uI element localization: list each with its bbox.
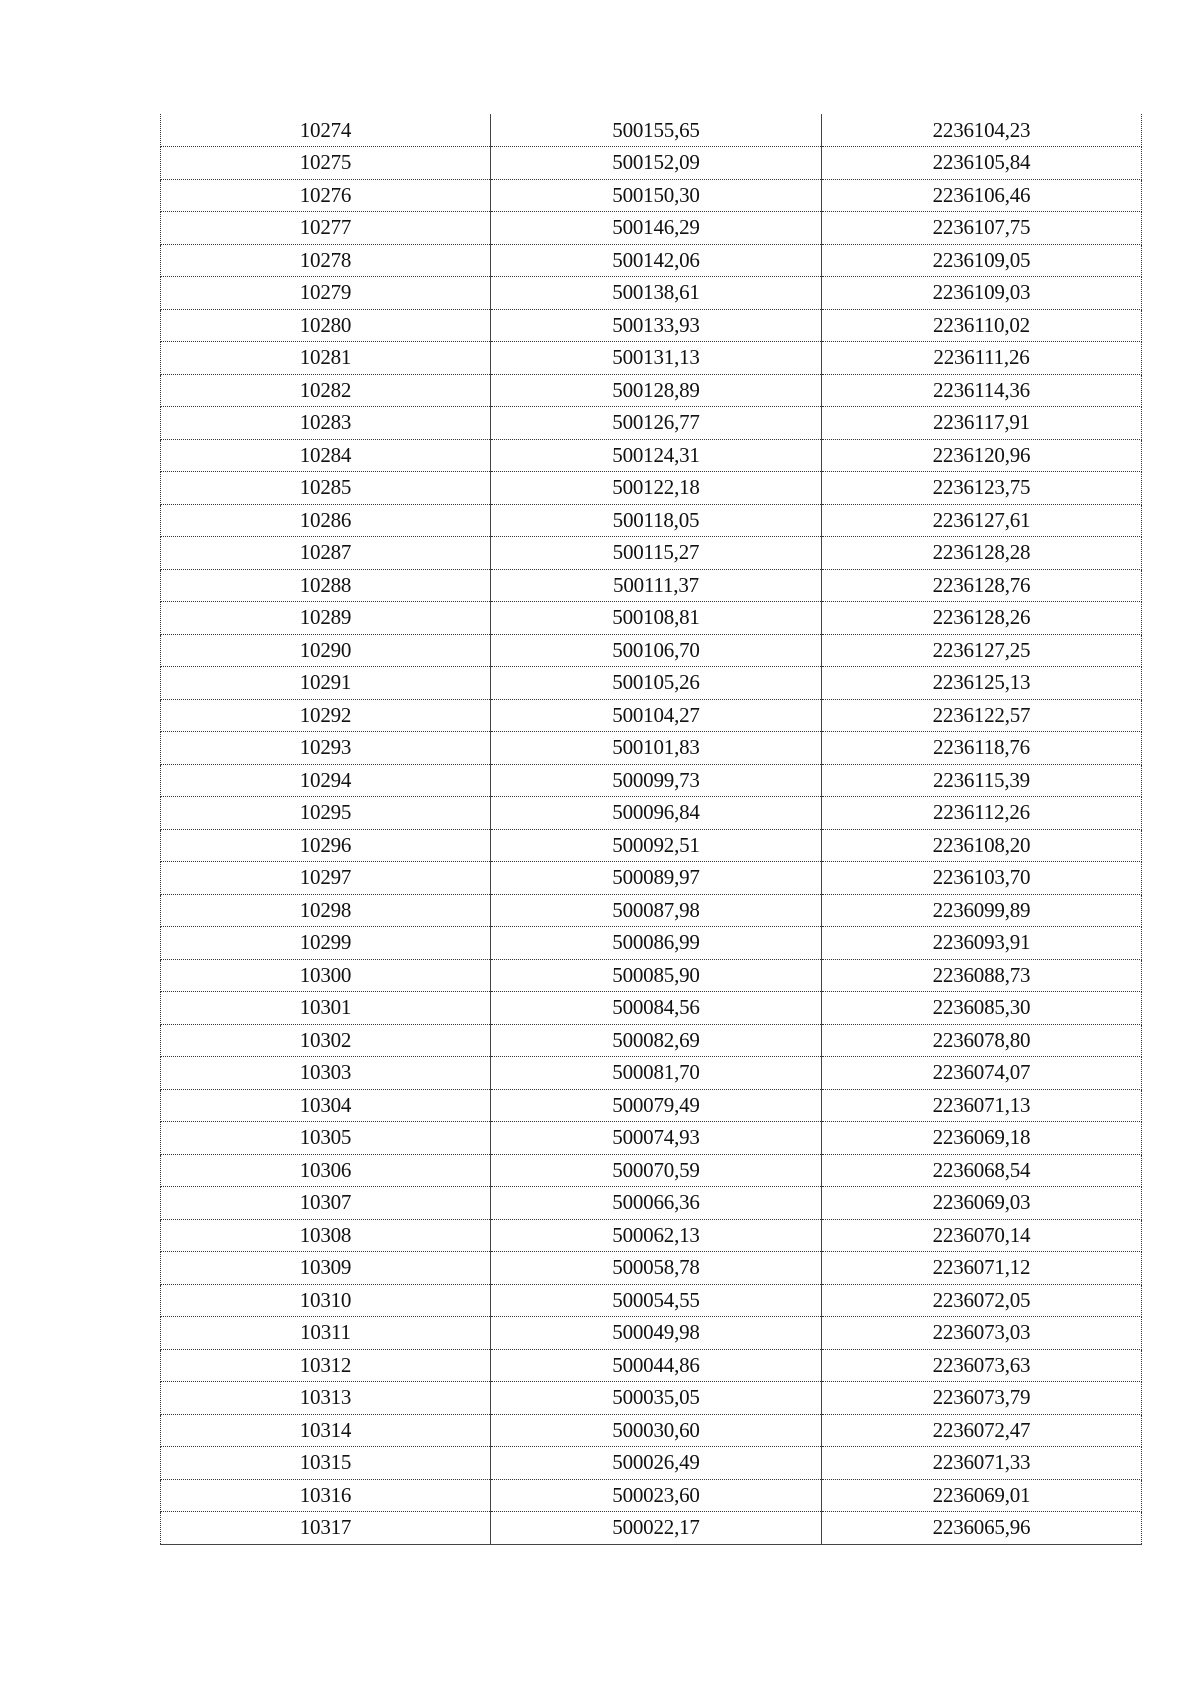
table-row: [161, 959, 1142, 992]
y-coordinate-cell: 2236073,03: [822, 1317, 1142, 1350]
point-number-cell: 10284: [161, 439, 491, 472]
table-row: [161, 114, 1142, 147]
y-coordinate-cell: 2236071,12: [822, 1252, 1142, 1285]
point-number-cell: 10276: [161, 179, 491, 212]
point-number-cell: 10309: [161, 1252, 491, 1285]
y-coordinate-cell: 2236069,01: [822, 1479, 1142, 1512]
x-coordinate-cell: 500122,18: [491, 472, 822, 505]
table-row: [161, 1057, 1142, 1090]
table-row: [161, 764, 1142, 797]
x-coordinate-cell: 500092,51: [491, 829, 822, 862]
point-number-cell: 10310: [161, 1284, 491, 1317]
point-number-cell: 10300: [161, 959, 491, 992]
point-number-cell: 10312: [161, 1349, 491, 1382]
table-row: [161, 1447, 1142, 1480]
y-coordinate-cell: 2236078,80: [822, 1024, 1142, 1057]
table-row: [161, 1479, 1142, 1512]
table-row: [161, 439, 1142, 472]
point-number-cell: 10288: [161, 569, 491, 602]
table-row: [161, 472, 1142, 505]
table-row: [161, 1089, 1142, 1122]
x-coordinate-cell: 500152,09: [491, 147, 822, 180]
table-row: [161, 992, 1142, 1025]
table-row: [161, 147, 1142, 180]
y-coordinate-cell: 2236106,46: [822, 179, 1142, 212]
y-coordinate-cell: 2236111,26: [822, 342, 1142, 375]
y-coordinate-cell: 2236069,03: [822, 1187, 1142, 1220]
point-number-cell: 10315: [161, 1447, 491, 1480]
x-coordinate-cell: 500104,27: [491, 699, 822, 732]
point-number-cell: 10304: [161, 1089, 491, 1122]
x-coordinate-cell: 500089,97: [491, 862, 822, 895]
y-coordinate-cell: 2236122,57: [822, 699, 1142, 732]
table-row: [161, 537, 1142, 570]
y-coordinate-cell: 2236085,30: [822, 992, 1142, 1025]
y-coordinate-cell: 2236093,91: [822, 927, 1142, 960]
table-row: [161, 829, 1142, 862]
y-coordinate-cell: 2236074,07: [822, 1057, 1142, 1090]
table-row: [161, 732, 1142, 765]
point-number-cell: 10314: [161, 1414, 491, 1447]
point-number-cell: 10287: [161, 537, 491, 570]
x-coordinate-cell: 500082,69: [491, 1024, 822, 1057]
x-coordinate-cell: 500106,70: [491, 634, 822, 667]
point-number-cell: 10282: [161, 374, 491, 407]
point-number-cell: 10274: [161, 114, 491, 147]
y-coordinate-cell: 2236103,70: [822, 862, 1142, 895]
x-coordinate-cell: 500105,26: [491, 667, 822, 700]
table-row: [161, 1414, 1142, 1447]
x-coordinate-cell: 500133,93: [491, 309, 822, 342]
table-row: [161, 1512, 1142, 1545]
y-coordinate-cell: 2236068,54: [822, 1154, 1142, 1187]
y-coordinate-cell: 2236073,79: [822, 1382, 1142, 1415]
x-coordinate-cell: 500150,30: [491, 179, 822, 212]
y-coordinate-cell: 2236109,05: [822, 244, 1142, 277]
x-coordinate-cell: 500101,83: [491, 732, 822, 765]
x-coordinate-cell: 500086,99: [491, 927, 822, 960]
point-number-cell: 10281: [161, 342, 491, 375]
x-coordinate-cell: 500026,49: [491, 1447, 822, 1480]
x-coordinate-cell: 500049,98: [491, 1317, 822, 1350]
x-coordinate-cell: 500058,78: [491, 1252, 822, 1285]
x-coordinate-cell: 500131,13: [491, 342, 822, 375]
x-coordinate-cell: 500142,06: [491, 244, 822, 277]
coordinates-table-body: [161, 114, 1142, 1544]
x-coordinate-cell: 500099,73: [491, 764, 822, 797]
table-row: [161, 179, 1142, 212]
y-coordinate-cell: 2236127,61: [822, 504, 1142, 537]
point-number-cell: 10294: [161, 764, 491, 797]
x-coordinate-cell: 500070,59: [491, 1154, 822, 1187]
x-coordinate-cell: 500023,60: [491, 1479, 822, 1512]
point-number-cell: 10293: [161, 732, 491, 765]
y-coordinate-cell: 2236127,25: [822, 634, 1142, 667]
table-row: [161, 1122, 1142, 1155]
y-coordinate-cell: 2236128,76: [822, 569, 1142, 602]
y-coordinate-cell: 2236128,28: [822, 537, 1142, 570]
y-coordinate-cell: 2236108,20: [822, 829, 1142, 862]
x-coordinate-cell: 500054,55: [491, 1284, 822, 1317]
y-coordinate-cell: 2236073,63: [822, 1349, 1142, 1382]
coordinates-table: [160, 114, 1142, 1545]
x-coordinate-cell: 500030,60: [491, 1414, 822, 1447]
point-number-cell: 10316: [161, 1479, 491, 1512]
table-row: [161, 1024, 1142, 1057]
y-coordinate-cell: 2236120,96: [822, 439, 1142, 472]
x-coordinate-cell: 500079,49: [491, 1089, 822, 1122]
x-coordinate-cell: 500022,17: [491, 1512, 822, 1545]
x-coordinate-cell: 500085,90: [491, 959, 822, 992]
x-coordinate-cell: 500128,89: [491, 374, 822, 407]
y-coordinate-cell: 2236109,03: [822, 277, 1142, 310]
y-coordinate-cell: 2236118,76: [822, 732, 1142, 765]
table-row: [161, 374, 1142, 407]
x-coordinate-cell: 500124,31: [491, 439, 822, 472]
point-number-cell: 10302: [161, 1024, 491, 1057]
y-coordinate-cell: 2236069,18: [822, 1122, 1142, 1155]
x-coordinate-cell: 500066,36: [491, 1187, 822, 1220]
point-number-cell: 10275: [161, 147, 491, 180]
point-number-cell: 10311: [161, 1317, 491, 1350]
point-number-cell: 10313: [161, 1382, 491, 1415]
y-coordinate-cell: 2236112,26: [822, 797, 1142, 830]
x-coordinate-cell: 500118,05: [491, 504, 822, 537]
table-row: [161, 602, 1142, 635]
y-coordinate-cell: 2236088,73: [822, 959, 1142, 992]
point-number-cell: 10278: [161, 244, 491, 277]
point-number-cell: 10303: [161, 1057, 491, 1090]
table-row: [161, 277, 1142, 310]
table-row: [161, 407, 1142, 440]
table-row: [161, 1382, 1142, 1415]
y-coordinate-cell: 2236070,14: [822, 1219, 1142, 1252]
y-coordinate-cell: 2236071,33: [822, 1447, 1142, 1480]
x-coordinate-cell: 500108,81: [491, 602, 822, 635]
point-number-cell: 10289: [161, 602, 491, 635]
point-number-cell: 10290: [161, 634, 491, 667]
point-number-cell: 10283: [161, 407, 491, 440]
table-row: [161, 862, 1142, 895]
point-number-cell: 10308: [161, 1219, 491, 1252]
x-coordinate-cell: 500035,05: [491, 1382, 822, 1415]
y-coordinate-cell: 2236099,89: [822, 894, 1142, 927]
y-coordinate-cell: 2236123,75: [822, 472, 1142, 505]
table-row: [161, 504, 1142, 537]
x-coordinate-cell: 500111,37: [491, 569, 822, 602]
y-coordinate-cell: 2236115,39: [822, 764, 1142, 797]
table-row: [161, 212, 1142, 245]
y-coordinate-cell: 2236071,13: [822, 1089, 1142, 1122]
x-coordinate-cell: 500084,56: [491, 992, 822, 1025]
y-coordinate-cell: 2236114,36: [822, 374, 1142, 407]
point-number-cell: 10285: [161, 472, 491, 505]
x-coordinate-cell: 500087,98: [491, 894, 822, 927]
y-coordinate-cell: 2236065,96: [822, 1512, 1142, 1545]
y-coordinate-cell: 2236072,47: [822, 1414, 1142, 1447]
table-row: [161, 1252, 1142, 1285]
x-coordinate-cell: 500146,29: [491, 212, 822, 245]
point-number-cell: 10286: [161, 504, 491, 537]
x-coordinate-cell: 500138,61: [491, 277, 822, 310]
x-coordinate-cell: 500155,65: [491, 114, 822, 147]
point-number-cell: 10307: [161, 1187, 491, 1220]
table-row: [161, 244, 1142, 277]
table-row: [161, 1154, 1142, 1187]
table-row: [161, 1284, 1142, 1317]
table-row: [161, 1219, 1142, 1252]
table-row: [161, 634, 1142, 667]
table-row: [161, 309, 1142, 342]
point-number-cell: 10292: [161, 699, 491, 732]
x-coordinate-cell: 500044,86: [491, 1349, 822, 1382]
y-coordinate-cell: 2236105,84: [822, 147, 1142, 180]
point-number-cell: 10296: [161, 829, 491, 862]
table-row: [161, 894, 1142, 927]
table-row: [161, 699, 1142, 732]
point-number-cell: 10299: [161, 927, 491, 960]
table-row: [161, 1317, 1142, 1350]
y-coordinate-cell: 2236125,13: [822, 667, 1142, 700]
x-coordinate-cell: 500074,93: [491, 1122, 822, 1155]
point-number-cell: 10305: [161, 1122, 491, 1155]
point-number-cell: 10301: [161, 992, 491, 1025]
x-coordinate-cell: 500096,84: [491, 797, 822, 830]
table-row: [161, 1349, 1142, 1382]
y-coordinate-cell: 2236104,23: [822, 114, 1142, 147]
point-number-cell: 10298: [161, 894, 491, 927]
point-number-cell: 10297: [161, 862, 491, 895]
y-coordinate-cell: 2236128,26: [822, 602, 1142, 635]
x-coordinate-cell: 500126,77: [491, 407, 822, 440]
table-row: [161, 667, 1142, 700]
point-number-cell: 10306: [161, 1154, 491, 1187]
table-row: [161, 1187, 1142, 1220]
table-row: [161, 569, 1142, 602]
x-coordinate-cell: 500115,27: [491, 537, 822, 570]
point-number-cell: 10295: [161, 797, 491, 830]
point-number-cell: 10279: [161, 277, 491, 310]
table-row: [161, 342, 1142, 375]
y-coordinate-cell: 2236072,05: [822, 1284, 1142, 1317]
y-coordinate-cell: 2236117,91: [822, 407, 1142, 440]
y-coordinate-cell: 2236110,02: [822, 309, 1142, 342]
point-number-cell: 10277: [161, 212, 491, 245]
point-number-cell: 10291: [161, 667, 491, 700]
point-number-cell: 10280: [161, 309, 491, 342]
x-coordinate-cell: 500062,13: [491, 1219, 822, 1252]
point-number-cell: 10317: [161, 1512, 491, 1545]
table-row: [161, 927, 1142, 960]
y-coordinate-cell: 2236107,75: [822, 212, 1142, 245]
x-coordinate-cell: 500081,70: [491, 1057, 822, 1090]
table-row: [161, 797, 1142, 830]
